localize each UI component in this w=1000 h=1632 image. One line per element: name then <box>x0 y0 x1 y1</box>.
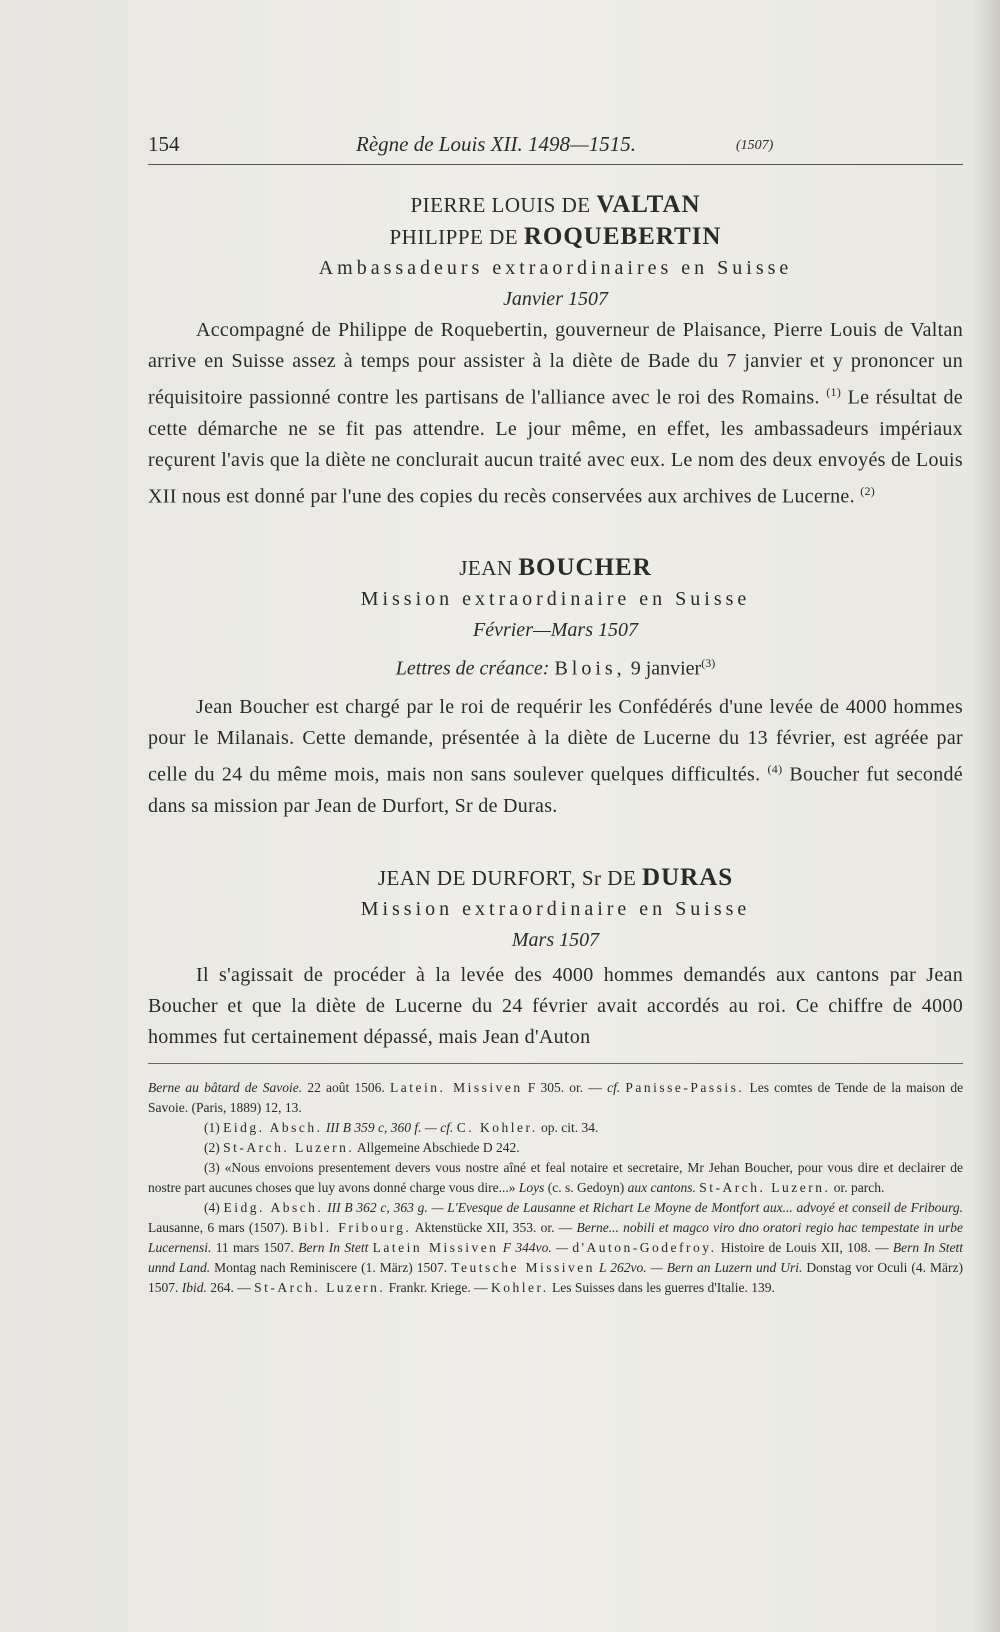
footnote-text: Eidg. Absch. <box>223 1119 323 1135</box>
section-heading <box>148 189 963 221</box>
heading-prefix: JEAN <box>459 556 513 581</box>
section-heading <box>148 552 963 584</box>
section-subtitle: Mission extraordinaire en Suisse <box>360 897 751 920</box>
footnote-text: Latein Missiven <box>372 1239 499 1255</box>
section-subtitle: Mission extraordinaire en Suisse <box>360 588 751 611</box>
footnote-text: cf. <box>440 1119 454 1135</box>
footnote-text: Teutsche Missiven <box>451 1259 595 1275</box>
body-paragraph <box>148 692 963 822</box>
running-year: (1507) <box>736 138 774 153</box>
footnote-text: Lausanne, 6 mars (1507). <box>148 1219 289 1235</box>
running-head <box>148 128 963 162</box>
footnote-text: Aktenstücke XII, 353. or. — <box>414 1219 573 1235</box>
paragraph-text: Accompagné de Philippe de Roquebertin, gouverneur de Plaisance, Pierre Louis de Valtan arrive en Suisse assez à temps pour assister à la diète de Bade du 7 janvier et y prononcer un réquisitoire passionné contre les partisans de l'alliance avec le roi des Romains. <box>148 319 963 409</box>
footnote-text: op. cit. 34. <box>540 1119 599 1135</box>
footnote-text: F 305. or. — <box>527 1079 602 1095</box>
page-content <box>148 128 963 1298</box>
footnote-text: Eidg. Absch. <box>223 1199 324 1215</box>
heading-prefix: PIERRE LOUIS DE <box>410 193 591 217</box>
heading-prefix: PHILIPPE DE <box>389 225 519 249</box>
footnote-text: or. parch. <box>833 1179 885 1195</box>
section-heading <box>148 221 963 253</box>
header-rule <box>148 164 963 165</box>
section-duras <box>148 862 963 1053</box>
footnote-text: 264. — <box>210 1279 251 1295</box>
footnote-text: aux cantons. <box>627 1179 696 1195</box>
footnote-text: Donstag vor Oculi (4. März) 1507. <box>148 1259 964 1295</box>
credentials-line <box>148 646 963 686</box>
footnotes <box>148 1078 963 1298</box>
footnote-text: St-Arch. Luzern. <box>699 1179 831 1195</box>
footnote-text: Bern In Stett <box>298 1239 369 1255</box>
footnote-text: L 262vo. — <box>599 1259 663 1275</box>
credentials-label: Lettres de créance: <box>395 657 550 680</box>
footnote-text: Les Suisses dans les guerres d'Italie. 139. <box>551 1279 775 1295</box>
footnote-text: Bern In Stett unnd Land. <box>148 1239 964 1275</box>
page-number: 154 <box>148 132 180 156</box>
footnote-text: III B 359 c, 360 f. — <box>325 1119 437 1135</box>
paragraph-text: Le résultat de cette démarche ne se fit pas attendre. Le jour même, en effet, les ambassadeurs impériaux reçurent l'avis que la diète ne conclurait aucun traité avec eux. Le nom des deux envoyés de Louis XII nous est donné par l'une des copies du recès conservées aux archives de Lucerne. <box>148 386 963 508</box>
heading-name: BOUCHER <box>518 554 652 582</box>
footnote-text: (c. s. Gedoyn) <box>547 1179 625 1195</box>
footnote-ref: (3) <box>701 656 716 671</box>
footnote-text: 22 août 1506. <box>307 1079 385 1095</box>
footnote-text: St-Arch. Luzern. <box>254 1279 386 1295</box>
footnote-3 <box>148 1158 963 1198</box>
body-paragraph: Il s'agissait de procéder à la levée des 4000 hommes demandés aux cantons par Jean Boucher et que la diète de Lucerne du 24 février avait accordés au roi. Ce chiffre de 4000 hommes fut certainement dépassé, mais Jean d'Auton <box>148 963 963 1048</box>
footnote-text: L'Evesque de Lausanne et Richart Le Moyne de Montfort aux... advoyé et conseil de Fribourg. <box>447 1199 963 1215</box>
section-date: Janvier 1507 <box>503 288 608 310</box>
footnote-ref: (4) <box>767 761 783 776</box>
footnote-text: Les comtes de Tende de la maison de Savoie. (Paris, 1889) 12, 13. <box>148 1079 964 1115</box>
section-heading <box>148 862 963 894</box>
footnote-4 <box>148 1198 963 1298</box>
heading-name: DURAS <box>642 863 734 891</box>
section-subtitle: Ambassadeurs extraordinaires en Suisse <box>318 257 793 279</box>
heading-prefix: JEAN DE DURFORT, Sr DE <box>377 865 637 890</box>
section-date: Février—Mars 1507 <box>473 619 638 642</box>
footnote-text: Allgemeine Abschiede D 242. <box>356 1139 520 1155</box>
credentials-place: Blois, <box>554 657 626 680</box>
footnote-2 <box>148 1138 963 1158</box>
footnote-carryover <box>148 1078 963 1118</box>
footnote-text: (3) «Nous envoions presentement devers vous nostre aîné et feal notaire et secretaire, Mr Jehan Boucher, pour vous dire et declairer de nostre part aucunes choses que luy avons donné charge vous dire...» <box>148 1159 963 1195</box>
footnote-text: Bern an Luzern und Uri. <box>666 1259 803 1275</box>
footnote-number: (1) <box>204 1119 220 1135</box>
section-valtan <box>148 189 963 512</box>
body-paragraph <box>148 315 963 512</box>
footnote-text: Bibl. Fribourg. <box>292 1219 412 1235</box>
footnote-text: Berne au bâtard de Savoie. <box>148 1079 303 1095</box>
footnote-text: C. Kohler. <box>456 1119 538 1135</box>
footnote-text: III B 362 c, 363 g. — <box>327 1199 444 1215</box>
section-boucher <box>148 552 963 821</box>
footnote-1 <box>148 1118 963 1138</box>
heading-name: ROQUEBERTIN <box>523 223 722 250</box>
footnote-text: Ibid. <box>181 1279 207 1295</box>
footnote-text: Latein. Missiven <box>390 1079 523 1095</box>
footnote-text: Frankr. Kriege. — <box>388 1279 488 1295</box>
footnote-ref: (2) <box>860 483 876 498</box>
footnote-text: Histoire de Louis XII, 108. — <box>720 1239 889 1255</box>
paragraph-text: Jean Boucher est chargé par le roi de requérir les Confédérés d'une levée de 4000 hommes pour le Milanais. Cette demande, présentée à la diète de Lucerne du 13 février, est agréée par celle du 24 du même mois, mais non sans soulever quelques difficultés. <box>148 695 963 786</box>
section-date: Mars 1507 <box>511 928 600 951</box>
footnote-number: (4) <box>204 1199 220 1215</box>
footnote-number: (2) <box>204 1139 220 1155</box>
footnote-text: F 344vo. — <box>502 1239 569 1255</box>
paragraph-text: Boucher fut secondé dans sa mission par Jean de Durfort, Sr de Duras. <box>148 763 963 817</box>
footnote-rule <box>148 1063 963 1064</box>
footnote-text: St-Arch. Luzern. <box>223 1139 355 1155</box>
footnote-text: Kohler. <box>490 1279 549 1295</box>
heading-name: VALTAN <box>596 191 701 218</box>
footnote-text: Montag nach Reminiscere (1. März) 1507. <box>214 1259 448 1275</box>
running-title: Règne de Louis XII. 1498—1515. <box>356 132 636 156</box>
footnote-text: Panisse-Passis. <box>625 1079 745 1095</box>
footnote-text: d'Auton-Godefroy. <box>572 1239 717 1255</box>
page-gutter-shadow <box>972 0 1000 1632</box>
footnote-text: 11 mars 1507. <box>215 1239 294 1255</box>
footnote-ref: (1) <box>826 385 842 399</box>
credentials-date: 9 janvier <box>630 657 702 680</box>
footnote-text: Loys <box>518 1179 545 1195</box>
footnote-text: Berne... nobili et magco viro dno oratori regio hac tempestate in urbe Lucernensi. <box>148 1219 963 1255</box>
footnote-text: cf. <box>607 1079 621 1095</box>
